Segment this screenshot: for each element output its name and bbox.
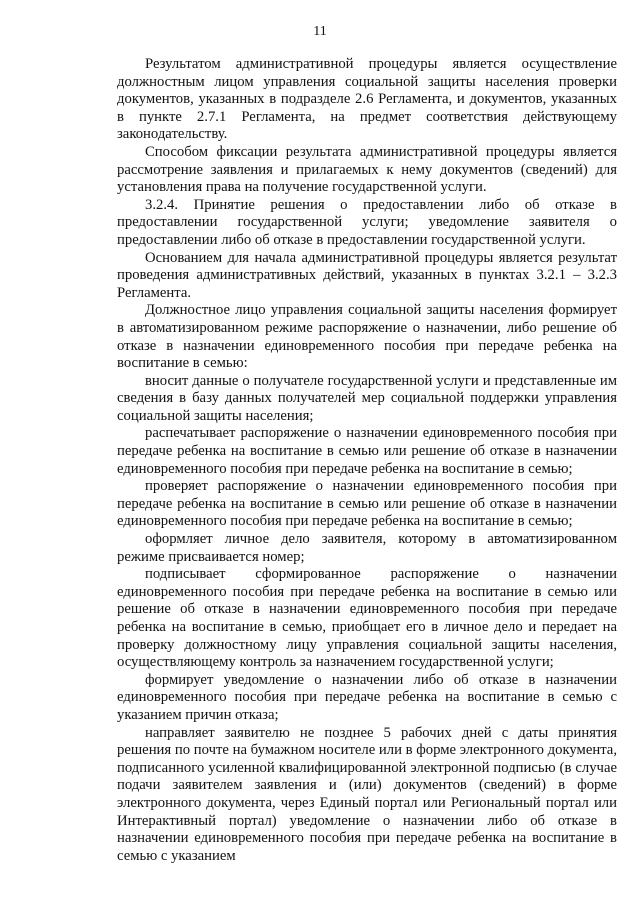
page-number: 11 [313,24,327,39]
paragraph: формирует уведомление о назначении либо об отказе в назначении единовременного пособия при передаче ребенка на воспитание в семью с указанием причин отказа; [117,671,617,723]
paragraph: оформляет личное дело заявителя, которому в автоматизированном режиме присваивается номер; [117,531,617,565]
paragraph: Результатом административной процедуры является осуществление должностным лицом управления социальной защиты населения проверки документов, указанных в подразделе 2.6 Регламента, и документов, указанных в пункте 2.7.1 Регламента, на предмет соответствия действующему законодательству. [117,56,617,143]
paragraph: распечатывает распоряжение о назначении единовременного пособия при передаче ребенка на воспитание в семью или решение об отказе в назначении единовременного пособия при передаче ребенка на воспитание в семью; [117,425,617,477]
paragraph: направляет заявителю не позднее 5 рабочих дней с даты принятия решения по почте на бумажном носителе или в форме электронного документа, подписанного усиленной квалифицированной электронной подписью (в случае подачи заявителем заявления и (или) документов (сведений) в форме электронного документа, через Единый портал или Региональный портал или Интерактивный портал) уведомление о назначении либо об отказе в назначении единовременного пособия при передаче ребенка на воспитание в семью с указанием [117,724,617,864]
paragraph: подписывает сформированное распоряжение о назначении единовременного пособия при передаче ребенка на воспитание в семью или решение об отказе в назначении единовременного пособия при передаче ребенка на воспитание в семью, приобщает его в личное дело и передает на проверку должностному лицу управления социальной защиты населения, осуществляющему контроль за назначением государственной услуги; [117,566,617,671]
paragraph: Основанием для начала административной процедуры является результат проведения административных действий, указанных в пунктах 3.2.1 – 3.2.3 Регламента. [117,249,617,301]
document-body [117,56,617,865]
paragraph: Должностное лицо управления социальной защиты населения формирует в автоматизированном режиме распоряжение о назначении, либо решение об отказе в назначении единовременного пособия при передаче ребенка на воспитание в семью: [117,302,617,372]
paragraph: 3.2.4. Принятие решения о предоставлении либо об отказе в предоставлении государственной услуги; уведомление заявителя о предоставлении либо об отказе в предоставлении государственной услуги. [117,196,617,248]
paragraph: Способом фиксации результата административной процедуры является рассмотрение заявления и прилагаемых к нему документов (сведений) для установления права на получение государственной услуги. [117,143,617,196]
paragraph: проверяет распоряжение о назначении единовременного пособия при передаче ребенка на воспитание в семью или решение об отказе в назначении единовременного пособия при передаче ребенка на воспитание в семью; [117,478,617,530]
paragraph: вносит данные о получателе государственной услуги и представленные им сведения в базу данных получателей мер социальной поддержки управления социальной защиты населения; [117,372,617,424]
